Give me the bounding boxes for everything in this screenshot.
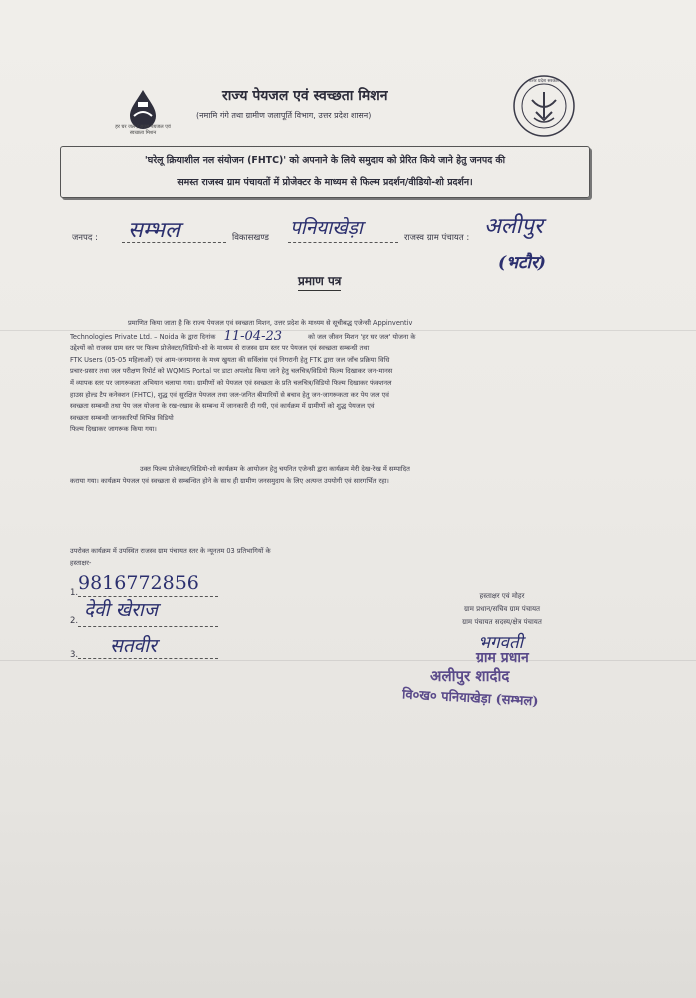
- panchayat-label: राजस्व ग्राम पंचायत :: [404, 233, 470, 243]
- har-ghar-jal-logo: [115, 88, 171, 148]
- date-value: 11-04-23: [223, 329, 283, 344]
- participant-signature: 9816772856: [78, 572, 199, 594]
- participant-line: [78, 658, 218, 659]
- banner-line-2: समस्त राजस्व ग्राम पंचायतों में प्रोजेक्टर के माध्यम से फिल्म प्रदर्शन/वीडियो-शो प्रदर्शन।: [177, 177, 473, 188]
- block-underline: [288, 242, 398, 243]
- participants-intro: [70, 546, 390, 569]
- certificate-paragraph-1: [70, 318, 610, 436]
- stamp-text-line-2: अलीपुर शादीद: [430, 667, 510, 685]
- participant-number: 1.: [70, 588, 79, 598]
- participants-intro-line: उपरोक्त कार्यक्रम में उपस्थित राजस्व ग्राम पंचायत स्तर के न्यूनतम 03 प्रतिभागियों के: [70, 547, 271, 555]
- banner-line-1: 'घरेलू क्रियाशील नल संयोजन (FHTC)' को अपनाने के लिये समुदाय को प्रेरित किये जाने हेतु जनपद की: [144, 155, 506, 166]
- signatory-line: ग्राम प्रधान/सचिव ग्राम पंचायत: [463, 605, 541, 613]
- para1-line: हाउस होल्ड टैप कनेक्शन (FHTC), शुद्ध एवं सुरक्षित पेयजल तथा जल-जनित बीमारियों से बचाव हेतु जन-जागरूकता कर पेय जल एवं: [70, 390, 389, 399]
- district-underline: [122, 242, 226, 243]
- signatory-line: हस्ताक्षर एवं मोहर: [479, 592, 525, 600]
- para1-line: स्वच्छता सम्बन्धी जानकारियाँ विभिन्न विडियो: [70, 413, 174, 422]
- para1-line-date: [70, 330, 610, 344]
- pradhan-signature: भगवती: [478, 633, 524, 653]
- certificate-paragraph-2: [70, 464, 610, 487]
- para1-line: प्रचार-प्रसार तथा जल परीक्षण रिपोर्ट को WQMIS Portal पर डाटा अपलोड किया जाने हेतु चलचित्र/विडियो फिल्म दिखाकर जन-मानस: [70, 367, 393, 376]
- participant-number: 3.: [70, 650, 79, 660]
- para1-line: Technologies Private Ltd. – Noida के द्वारा दिनांक: [70, 332, 216, 341]
- emblem-text: उत्तर प्रदेश सरकार: [529, 79, 559, 84]
- participant-signature: सतवीर: [110, 635, 157, 657]
- participants-intro-line: हस्ताक्षर-: [70, 558, 92, 567]
- para2-line: उक्त फिल्म प्रोजेक्टर/विडियो-शो कार्यक्रम के आयोजन हेतु चयनित एजेन्सी द्वारा कार्यक्रम मेरी देख-रेख में सम्पादित: [140, 465, 410, 473]
- stamp-text-line-1: ग्राम प्रधान: [476, 650, 529, 666]
- district-value: सम्भल: [128, 218, 180, 243]
- participant-number: 2.: [70, 616, 79, 626]
- mission-subtitle: (नमामि गंगे तथा ग्रामीण जलापूर्ति विभाग, उत्तर प्रदेश शासन): [196, 111, 372, 120]
- para1-line: प्रमाणित किया जाता है कि राज्य पेयजल एवं स्वच्छता मिशन, उत्तर प्रदेश के माध्यम से सूचीबद्ध एजेन्सी Appinventiv: [128, 319, 413, 327]
- para1-line: फिल्म दिखाकर जागरूक किया गया।: [70, 425, 157, 434]
- signatory-line: ग्राम पंचायत सदस्य/क्षेत्र पंचायत: [462, 618, 542, 626]
- signatory-block: [432, 590, 572, 629]
- participant-signature: देवी खेराज: [84, 599, 158, 621]
- district-label: जनपद :: [72, 233, 98, 243]
- block-label: विकासखण्ड: [232, 233, 269, 243]
- para1-line-suffix: को जल जीवन मिशन 'हर घर जल' योजना के: [308, 332, 416, 341]
- program-banner: [60, 146, 590, 198]
- para1-line: FTK Users (05-05 महिलाओं) एवं आम-जनमानस के मध्य खुयता की सर्विलांस एवं निगरानी हेतु FTK द्वारा जल जाँच प्रक्रिया विधि: [70, 355, 390, 364]
- block-value: पनियाखेड़ा: [290, 217, 363, 239]
- para1-line: स्वच्छता सम्बन्धी तथा पेय जल योजना के रख-रखाव के सम्बन्ध में जानकारी दी गयी, एवं कार्यक्रम में ग्रामीणों को शुद्ध पेयजल एवं: [70, 402, 375, 411]
- certificate-title: प्रमाण पत्र: [298, 272, 341, 291]
- logo-caption: हर घर जल / राज्य पेयजल एवं स्वच्छता मिशन: [115, 124, 171, 136]
- para2-line: कराया गया। कार्यक्रम पेयजल एवं स्वच्छता से सम्बन्धित होने के साथ ही ग्रामीण जनसमुदाय के लिए अत्यन्त उपयोगी एवं सारगर्भित रहा।: [70, 476, 389, 485]
- para1-line: में व्यापक स्तर पर जागरूकता अभियान चलाया गया। ग्रामीणों को पेयजल एवं स्वच्छता के प्रति चलचित्र/विडियो फिल्म दिखाकर फंक्शनल: [70, 378, 392, 387]
- paper-fold: [0, 660, 696, 661]
- mission-title: राज्य पेयजल एवं स्वच्छता मिशन: [222, 88, 388, 104]
- up-govt-emblem: [512, 74, 576, 138]
- participant-line: [78, 626, 218, 627]
- para1-line: उद्देश्यों को राजस्व ग्राम स्तर पर फिल्म प्रोजेक्टर/विडियो-शो के माध्यम से राजस्व ग्राम स्तर पर पेयजल एवं स्वच्छता सम्बन्धी तथा: [70, 344, 370, 353]
- stamp-text-line-3: वि०ख० पनियाखेड़ा (सम्भल): [401, 687, 539, 710]
- panchayat-value: अलीपुर: [484, 214, 543, 239]
- panchayat-note: (भटौर): [498, 253, 546, 273]
